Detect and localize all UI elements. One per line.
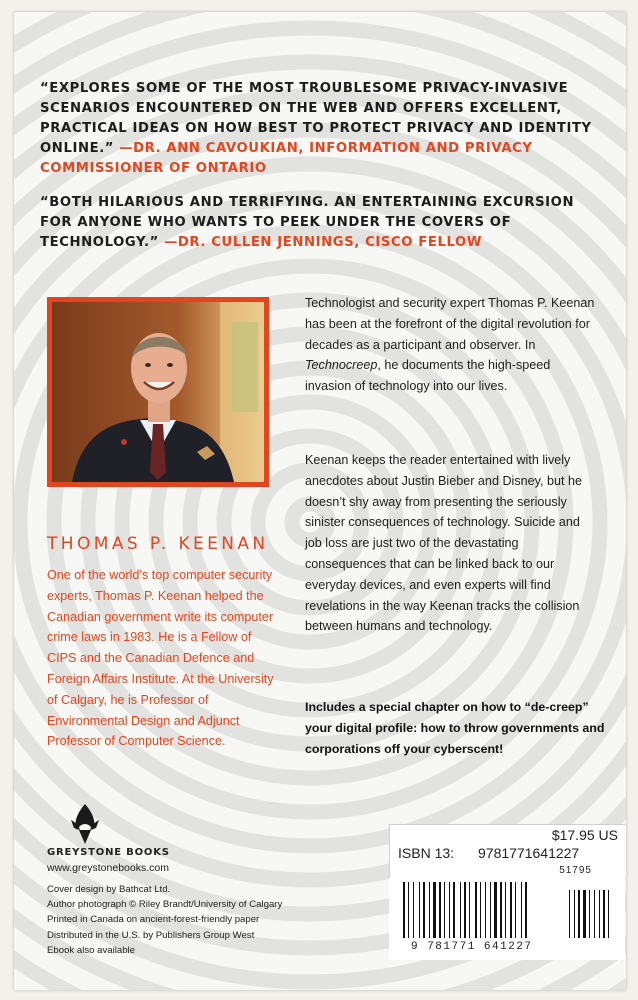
- barcode-bar: [439, 882, 441, 938]
- barcode-bar: [589, 890, 590, 938]
- barcode-bar: [460, 882, 461, 938]
- barcode-bar: [475, 882, 477, 938]
- review-quote-1: [40, 79, 600, 179]
- description-paragraph-2: Keenan keeps the reader entertained with lively anecdotes about Justin Bieber and Disney, but he doesn’t shy away from presenting the seriously sinister consequences of technology. Suicide and job loss are just two of the devastating consequences that can be linked back to our everyday devices, and even experts will find revelations in the way Keenan tracks the collision between humans and technology.: [305, 453, 583, 634]
- author-bio: One of the world’s top computer security experts, Thomas P. Keenan helped the Canadian government write its computer crime laws in 1983. He is a Fellow of CIPS and the Canadian Defence and Foreign Affairs Institute. At the University of Calgary, he is Professor of Environmental Design and Adjunct Professor of Computer Science.: [47, 568, 274, 749]
- review-quote-2-text: “BOTH HILARIOUS AND TERRIFYING. AN ENTERTAINING EXCURSION FOR ANYONE WHO WANTS TO PEEK UNDER THE COVERS OF TECHNOLOGY.”: [40, 195, 575, 250]
- barcode-bar: [599, 890, 600, 938]
- barcode-bar: [510, 882, 512, 938]
- review-quote-2: [40, 193, 600, 253]
- greystone-bird-logo-icon: [69, 802, 101, 846]
- barcode-bar: [494, 882, 497, 938]
- barcode-bar: [515, 882, 516, 938]
- price-sticker: [389, 824, 626, 879]
- credit-line: Ebook also available: [47, 944, 136, 956]
- isbn-label: ISBN 13:: [398, 845, 455, 861]
- credit-line: Distributed in the U.S. by Publishers Group West: [47, 929, 255, 941]
- book-title-inline: Technocreep: [305, 358, 378, 373]
- special-chapter-callout: Includes a special chapter on how to “de-creep” your digital profile: how to throw governments and corporations off your cyberscent!: [305, 700, 605, 756]
- barcode-bar: [578, 890, 580, 938]
- barcode-bar: [444, 882, 445, 938]
- barcode-bar: [608, 890, 609, 938]
- author-portrait-image: [52, 302, 264, 482]
- barcode-bar: [429, 882, 430, 938]
- description-paragraph-1: [305, 293, 597, 397]
- review-quote-2-attribution: —DR. CULLEN JENNINGS, CISCO FELLOW: [164, 235, 482, 250]
- barcode-bar: [464, 882, 466, 938]
- barcode-bar: [469, 882, 470, 938]
- price-code: 51795: [559, 865, 592, 876]
- barcode-bar: [525, 882, 527, 938]
- publisher-url: www.greystonebooks.com: [47, 862, 169, 874]
- review-quote-1-attribution: —DR. ANN CAVOUKIAN, INFORMATION AND PRIVACY COMMISSIONER OF ONTARIO: [40, 141, 533, 176]
- barcode-bars: [389, 878, 625, 940]
- description-paragraph-1-end: , he documents the high-speed invasion of technology into our lives.: [305, 358, 551, 394]
- barcode-bar: [594, 890, 595, 938]
- barcode-bar: [453, 882, 455, 938]
- barcode-bar: [603, 890, 605, 938]
- barcode-bar: [569, 890, 570, 938]
- barcode-bar: [505, 882, 506, 938]
- price-label: $17.95 US: [551, 827, 618, 843]
- barcode-bar: [485, 882, 486, 938]
- barcode-bar: [403, 882, 405, 938]
- credit-line: Printed in Canada on ancient-forest-friendly paper: [47, 914, 260, 926]
- author-photo: [47, 297, 269, 487]
- publisher-name: GREYSTONE BOOKS: [47, 847, 170, 858]
- barcode-bar: [490, 882, 491, 938]
- barcode-bar: [500, 882, 502, 938]
- barcode-bar: [521, 882, 522, 938]
- barcode-bar: [583, 890, 586, 938]
- barcode-bar: [574, 890, 575, 938]
- barcode-bar: [413, 882, 414, 938]
- isbn-number: 9781771641227: [478, 845, 580, 861]
- credits-list: [47, 882, 282, 958]
- barcode-bar: [449, 882, 450, 938]
- credit-line: Cover design by Bathcat Ltd.: [47, 884, 171, 895]
- barcode-bar: [419, 882, 420, 938]
- barcode-block: [389, 878, 625, 960]
- barcode-bar: [480, 882, 481, 938]
- barcode-digits: 9 781771 641227: [411, 941, 533, 953]
- description-paragraph-1-text: Technologist and security expert Thomas P. Keenan has been at the forefront of the digital revolution for decades as a participant and observer. In: [305, 296, 595, 352]
- barcode-bar: [433, 882, 436, 938]
- book-back-cover: [14, 12, 626, 990]
- author-name-heading: THOMAS P. KEENAN: [47, 534, 269, 554]
- barcode-bar: [423, 882, 425, 938]
- credit-line: Author photograph © Riley Brandt/University of Calgary: [47, 899, 283, 911]
- review-quote-1-text: “EXPLORES SOME OF THE MOST TROUBLESOME PRIVACY-INVASIVE SCENARIOS ENCOUNTERED ON THE WEB AND OFFERS EXCELLENT, PRACTICAL IDEAS ON HOW BEST TO PROTECT PRIVACY AND IDENTITY ONLINE.”: [40, 81, 592, 156]
- barcode-bar: [408, 882, 409, 938]
